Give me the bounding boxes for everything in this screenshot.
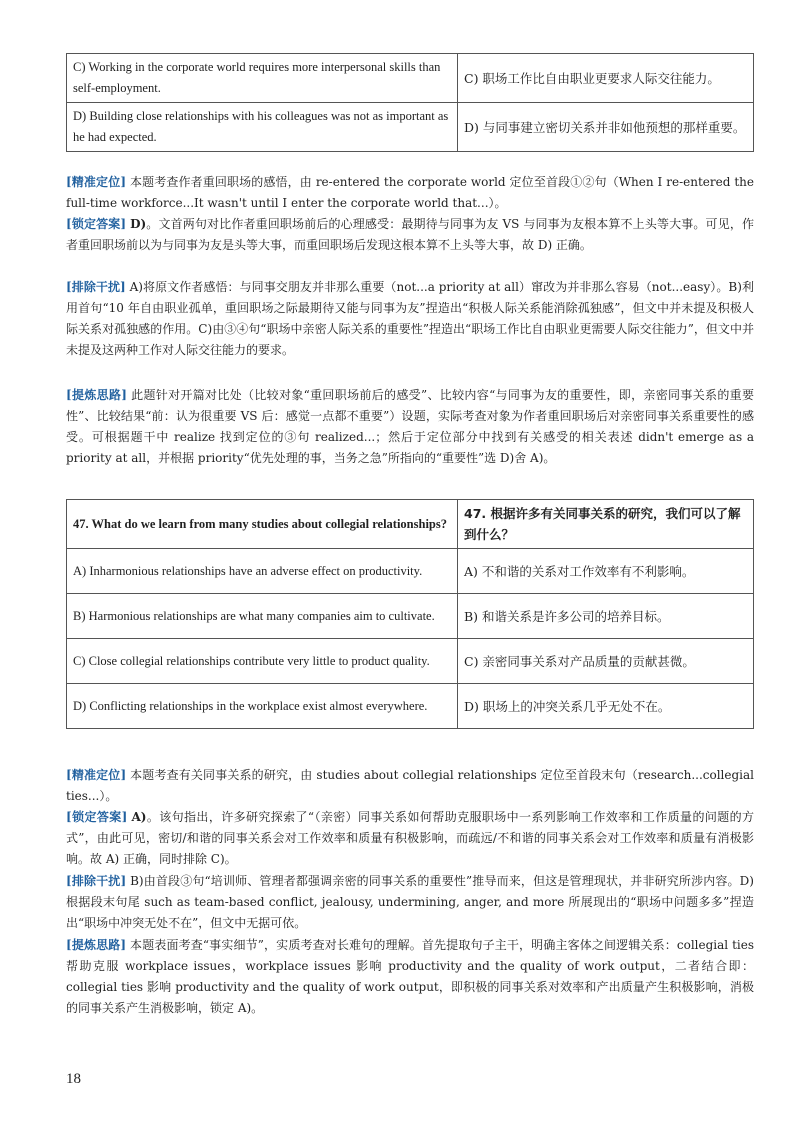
q46-answer <box>66 214 754 256</box>
question-en: 47. What do we learn from many studies about collegial relationships? <box>67 500 458 549</box>
options-table-46 <box>66 53 754 152</box>
exclude-tag: [排除干扰] <box>66 874 127 888</box>
page-number: 18 <box>66 1071 81 1087</box>
option-en: D) Building close relationships with his colleagues was not as important as he had expected. <box>67 103 458 152</box>
table-row <box>67 639 754 684</box>
question-row <box>67 500 754 549</box>
option-zh: B) 和谐关系是许多公司的培养目标。 <box>458 594 754 639</box>
locate-tag: [精准定位] <box>66 175 126 189</box>
option-en: C) Working in the corporate world requires more interpersonal skills than self-employment. <box>67 54 458 103</box>
q46-exclude <box>66 277 754 361</box>
q46-locate <box>66 172 754 214</box>
q47-answer <box>66 807 754 870</box>
table-row <box>67 549 754 594</box>
option-zh: D) 职场上的冲突关系几乎无处不在。 <box>458 684 754 729</box>
answer-text: 。文首两句对比作者重回职场前后的心理感受：最期待与同事为友 VS 与同事为友根本算不上头等大事。可见，作者重回职场前以为与同事为友是头等大事，而重回职场后发现这根本算不上头等大事，故 D) 正确。 <box>66 217 754 252</box>
idea-tag: [提炼思路] <box>66 388 127 402</box>
option-zh: C) 亲密同事关系对产品质量的贡献甚微。 <box>458 639 754 684</box>
table-row <box>67 594 754 639</box>
q47-locate <box>66 765 754 807</box>
idea-text: 本题表面考查“事实细节”，实质考查对长难句的理解。首先提取句子主干，明确主客体之间逻辑关系：collegial ties 帮助克服 workplace issues，workplace issues 影响 productivity and the quality of work output，二者结合即：collegial ties 影响 productivity and the quality of work output，即积极的同事关系对效率和产出质量产生积极影响，消极的同事关系产生消极影响，锁定 A)。 <box>66 938 754 1015</box>
table-row <box>67 54 754 103</box>
locate-text: 本题考查有关同事关系的研究，由 studies about collegial relationships 定位至首段末句（research...collegial ties...）。 <box>66 768 754 803</box>
answer-letter: A) <box>131 810 147 824</box>
option-en: B) Harmonious relationships are what many companies aim to cultivate. <box>67 594 458 639</box>
answer-tag: [锁定答案] <box>66 810 128 824</box>
idea-tag: [提炼思路] <box>66 938 127 952</box>
answer-letter: D) <box>130 217 147 231</box>
exclude-text: A)将原文作者感悟：与同事交朋友并非那么重要（not...a priority at all）窜改为并非那么容易（not...easy）。B)利用首句“10 年自由职业孤单，重回职场之际最期待又能与同事为友”捏造出“积极人际关系能消除孤独感”，但文中并未提及积极人际关系对孤独感的作用。C)由③④句“职场中亲密人际关系的重要性”捏造出“职场工作比自由职业更需要人际交往能力”，但文中并未提及这两种工作对人际交往能力的要求。 <box>66 280 755 357</box>
options-table-47 <box>66 499 754 729</box>
idea-text: 此题针对开篇对比处（比较对象“重回职场前后的感受”、比较内容“与同事为友的重要性，即，亲密同事关系的重要性”、比较结果“前：认为很重要 VS 后：感觉一点都不重要”）设题，实际考查对象为作者重回职场后对亲密同事关系重要性的感受。可根据题干中 realize 找到定位的③句 realized...；然后于定位部分中找到有关感受的相关表述 didn't emerge as a priority at all，并根据 priority“优先处理的事，当务之急”所指向的“重要性”选 D)舍 A)。 <box>66 388 754 465</box>
option-en: A) Inharmonious relationships have an adverse effect on productivity. <box>67 549 458 594</box>
locate-text: 本题考查作者重回职场的感悟，由 re-entered the corporate world 定位至首段①②句（When I re-entered the full-time workforce...It wasn't until I enter the corporate world that...）。 <box>66 175 754 210</box>
option-zh: A) 不和谐的关系对工作效率有不利影响。 <box>458 549 754 594</box>
option-en: C) Close collegial relationships contribute very little to product quality. <box>67 639 458 684</box>
locate-tag: [精准定位] <box>66 768 127 782</box>
q47-exclude <box>66 871 754 934</box>
answer-tag: [锁定答案] <box>66 217 127 231</box>
option-zh: C) 职场工作比自由职业更要求人际交往能力。 <box>458 54 754 103</box>
table-row <box>67 103 754 152</box>
exclude-tag: [排除干扰] <box>66 280 126 294</box>
answer-text: 。该句指出，许多研究探索了“（亲密）同事关系如何帮助克服职场中一系列影响工作效率和工作质量的问题的方式”，由此可见，密切/和谐的同事关系会对工作效率和质量有积极影响，而疏远/不和谐的同事关系会对工作效率和质量有消极影响。故 A) 正确，同时排除 C)。 <box>66 810 754 866</box>
table-row <box>67 684 754 729</box>
q46-idea <box>66 385 754 469</box>
question-zh: 47. 根据许多有关同事关系的研究，我们可以了解到什么？ <box>458 500 754 549</box>
q47-idea <box>66 935 754 1019</box>
exclude-text: B)由首段③句“培训师、管理者都强调亲密的同事关系的重要性”推导而来，但这是管理现状，并非研究所涉内容。D)根据段末句尾 such as team-based conflict, jealousy, undermining, anger, and more 所展现出的“职场中问题多多”捏造出“职场中冲突无处不在”，但文中无据可依。 <box>66 874 754 930</box>
option-zh: D) 与同事建立密切关系并非如他预想的那样重要。 <box>458 103 754 152</box>
option-en: D) Conflicting relationships in the workplace exist almost everywhere. <box>67 684 458 729</box>
